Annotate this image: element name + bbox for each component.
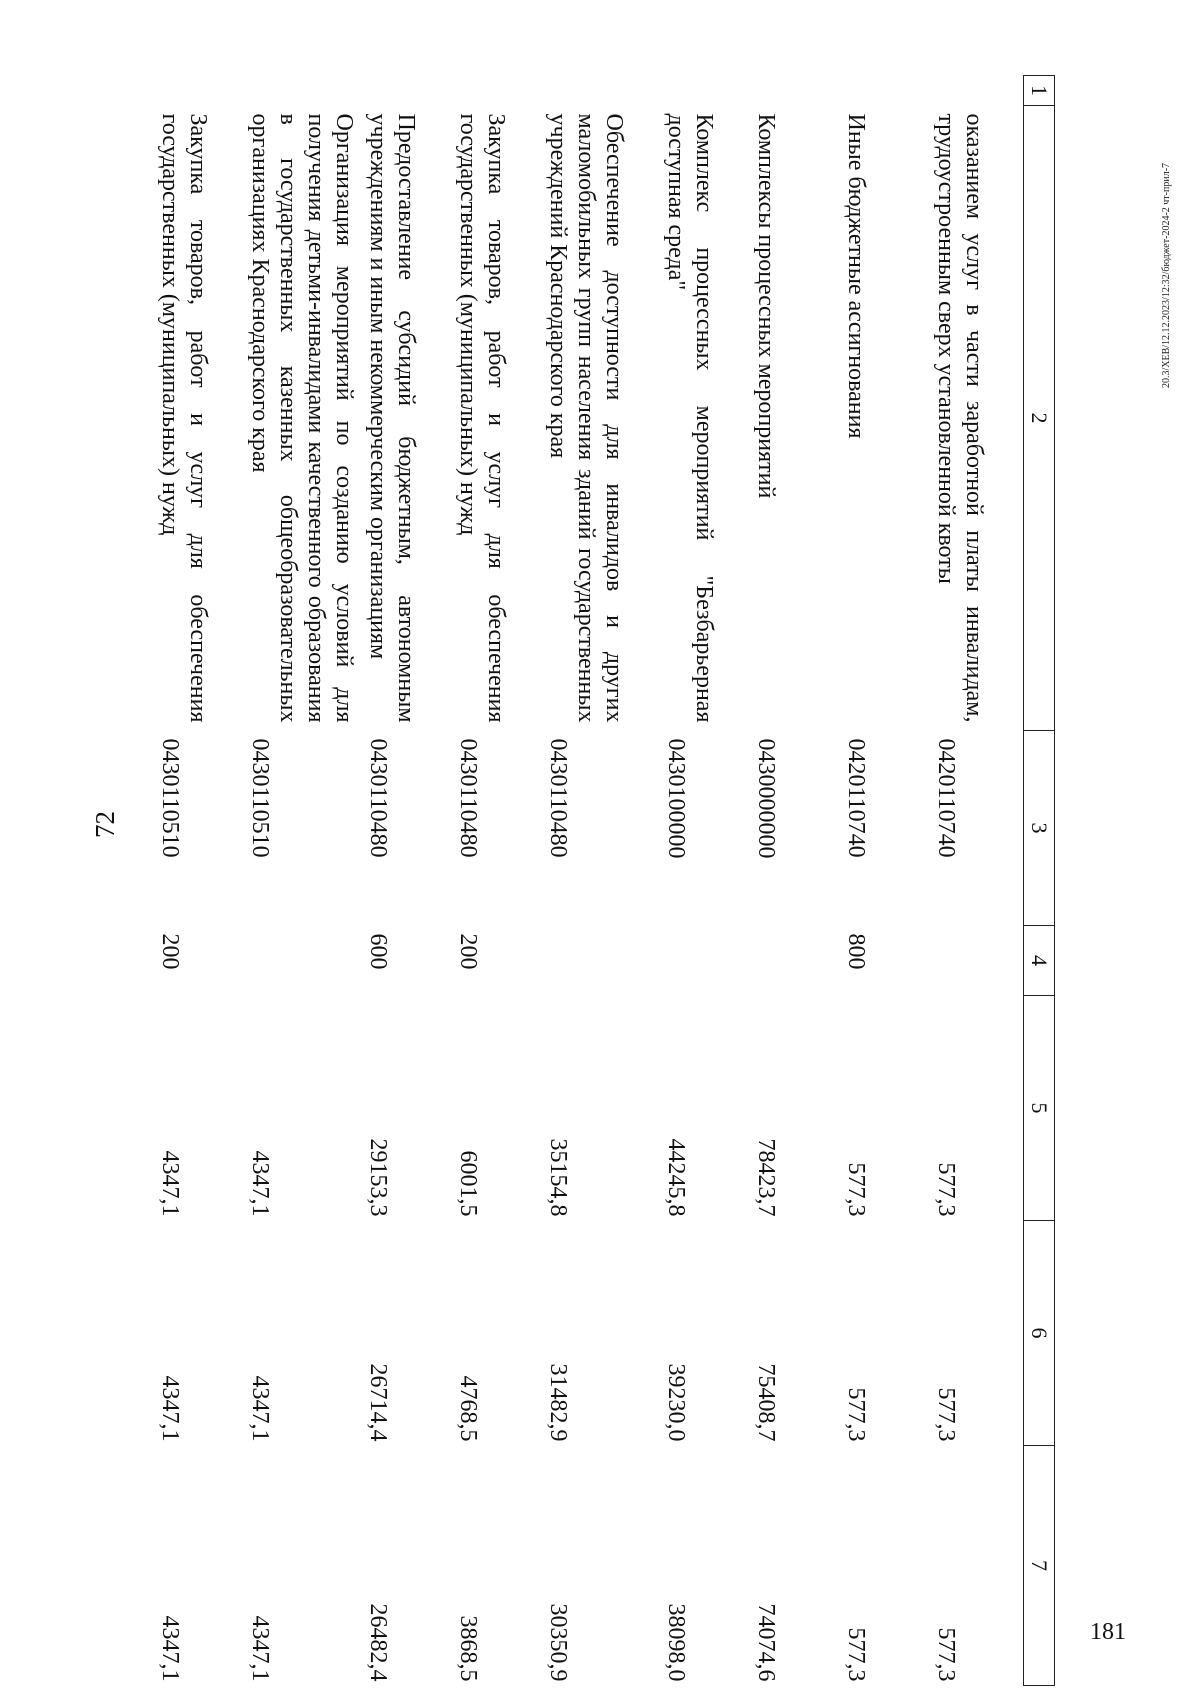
description-cell: оказанием услуг в части заработной платы инвалидам, трудоустроенным сверх установленной квоты — [932, 113, 987, 723]
description-cell: Комплекс процессных мероприятий "Безбарьерная доступная среда" — [662, 113, 717, 723]
table-row — [662, 76, 752, 1686]
amount-2026-cell: 38098,0 — [662, 1603, 689, 1682]
row-index-cell — [544, 76, 662, 106]
amount-2025-cell: 26714,4 — [364, 1363, 391, 1442]
col-header-1: 1 — [1024, 76, 1055, 106]
amount-2025-cell: 4347,1 — [246, 1375, 273, 1442]
amount-2026-cell: 26482,4 — [364, 1603, 391, 1682]
target-code-cell: 0430110480 — [364, 738, 391, 858]
table-row — [932, 76, 1024, 1686]
table-row — [842, 76, 932, 1686]
amount-2024-cell: 6001,5 — [454, 1150, 481, 1217]
col-header-5: 5 — [1024, 996, 1055, 1221]
table-row — [454, 76, 544, 1686]
page-number-top: 72 — [90, 811, 120, 838]
budget-table — [156, 75, 1056, 1686]
page-number-bottom: 181 — [1090, 1619, 1126, 1645]
target-code-cell: 0420110740 — [842, 738, 869, 858]
amount-2024-cell: 44245,8 — [662, 1138, 689, 1217]
expense-type-cell — [246, 926, 364, 996]
header-row — [1024, 76, 1055, 1686]
col-header-6: 6 — [1024, 1221, 1055, 1446]
description-cell: Организация мероприятий по созданию условий для получения детьми-инвалидами качественного образования в государственных казенных общеобразовательных организациях Краснодарского края — [246, 113, 357, 723]
expense-type-cell: 600 — [364, 933, 391, 970]
col-header-2: 2 — [1024, 106, 1055, 731]
expense-type-cell — [932, 926, 1024, 996]
amount-2025-cell: 75408,7 — [752, 1363, 779, 1442]
description-cell: Иные бюджетные ассигнования — [842, 113, 869, 439]
amount-2026-cell: 4347,1 — [246, 1615, 273, 1682]
description-cell: Закупка товаров, работ и услуг для обеспечения государственных (муниципальных) нужд — [156, 113, 211, 723]
amount-2025-cell: 577,3 — [932, 1387, 959, 1442]
target-code-cell: 0420110740 — [932, 738, 959, 858]
row-index-cell — [662, 76, 752, 106]
amount-2024-cell: 4347,1 — [156, 1150, 183, 1217]
amount-2025-cell: 577,3 — [842, 1387, 869, 1442]
table-row — [544, 76, 662, 1686]
target-code-cell: 0430000000 — [752, 738, 779, 859]
amount-2026-cell: 30350,9 — [544, 1603, 571, 1682]
description-cell: Предоставление субсидий бюджетным, автономным учреждениям и иным некоммерческим организациям — [364, 113, 419, 723]
document-code: 20.3/XEB/12.12.2023/12:32/бюджет-2024-2 чт-прил-7 — [1161, 162, 1172, 388]
row-index-cell — [156, 76, 246, 106]
col-header-7: 7 — [1024, 1446, 1055, 1686]
description-cell: Обеспечение доступности для инвалидов и других маломобильных групп населения зданий государственных учреждений Краснодарского края — [544, 113, 627, 723]
amount-2024-cell: 4347,1 — [246, 1150, 273, 1217]
col-header-3: 3 — [1024, 731, 1055, 926]
target-code-cell: 0430110510 — [156, 738, 183, 858]
expense-type-cell — [662, 926, 752, 996]
amount-2024-cell: 577,3 — [932, 1162, 959, 1217]
row-index-cell — [842, 76, 932, 106]
row-index-cell — [364, 76, 454, 106]
description-cell: Закупка товаров, работ и услуг для обеспечения государственных (муниципальных) нужд — [454, 113, 509, 723]
budget-table-container — [156, 75, 1055, 1685]
row-index-cell — [246, 76, 364, 106]
expense-type-cell: 800 — [842, 933, 869, 970]
table-row — [156, 76, 246, 1686]
amount-2024-cell: 29153,3 — [364, 1138, 391, 1217]
row-index-cell — [752, 76, 842, 106]
amount-2025-cell: 4768,5 — [454, 1375, 481, 1442]
amount-2025-cell: 39230,0 — [662, 1363, 689, 1442]
amount-2024-cell: 577,3 — [842, 1162, 869, 1217]
row-index-cell — [454, 76, 544, 106]
description-cell: Комплексы процессных мероприятий — [752, 113, 779, 499]
amount-2024-cell: 35154,8 — [544, 1138, 571, 1217]
row-index-cell — [932, 76, 1024, 106]
table-row — [752, 76, 842, 1686]
col-header-4: 4 — [1024, 926, 1055, 996]
amount-2026-cell: 74074,6 — [752, 1603, 779, 1682]
target-code-cell: 0430100000 — [662, 738, 689, 859]
expense-type-cell: 200 — [156, 933, 183, 970]
amount-2026-cell: 4347,1 — [156, 1615, 183, 1682]
amount-2026-cell: 577,3 — [932, 1627, 959, 1682]
expense-type-cell: 200 — [454, 933, 481, 970]
amount-2025-cell: 4347,1 — [156, 1375, 183, 1442]
amount-2025-cell: 31482,9 — [544, 1363, 571, 1442]
amount-2026-cell: 3868,5 — [454, 1615, 481, 1682]
expense-type-cell — [544, 926, 662, 996]
table-row — [246, 76, 364, 1686]
amount-2024-cell: 78423,7 — [752, 1138, 779, 1217]
target-code-cell: 0430110510 — [246, 738, 273, 858]
target-code-cell: 0430110480 — [454, 738, 481, 858]
target-code-cell: 0430110480 — [544, 738, 571, 858]
table-row — [364, 76, 454, 1686]
expense-type-cell — [752, 926, 842, 996]
amount-2026-cell: 577,3 — [842, 1627, 869, 1682]
